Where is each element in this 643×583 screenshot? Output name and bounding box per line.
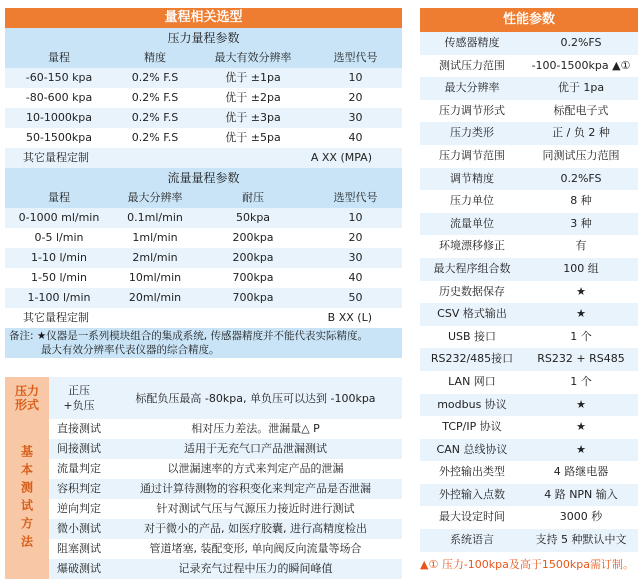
performance-value: ★ (576, 284, 586, 298)
column-header: 选型代号 (333, 51, 378, 64)
performance-param: 环境漂移修正 (439, 239, 505, 253)
performance-value: 有 (575, 239, 587, 253)
column-header: 精度 (144, 51, 166, 64)
column-header: 量程 (48, 191, 70, 204)
performance-row (420, 461, 638, 484)
pressure-form-value: 正压 +负压 (63, 384, 95, 412)
table-row (5, 288, 402, 308)
performance-value: 100 组 (563, 261, 599, 275)
pressure-range-title: 压力量程参数 (5, 28, 402, 48)
method-name: 阻塞测试 (57, 542, 101, 555)
performance-param: 最大分辨率 (444, 81, 500, 95)
performance-value: 支持 5 种默认中文 (535, 533, 627, 547)
performance-value: 1 个 (570, 374, 592, 388)
performance-param: 历史数据保存 (439, 284, 505, 298)
performance-value: 8 种 (570, 194, 592, 208)
table-cell: 2ml/min (132, 251, 178, 264)
performance-value: RS232 + RS485 (537, 352, 625, 366)
performance-param: 外控输出类型 (439, 465, 505, 479)
table-cell: 1ml/min (132, 231, 178, 244)
performance-row (420, 168, 638, 191)
performance-param: CSV 格式输出 (437, 307, 507, 321)
column-header: 量程 (48, 51, 70, 64)
flow-range-table (5, 188, 402, 328)
custom-range-label: 其它量程定制 (23, 151, 89, 164)
column-header: 耐压 (242, 191, 264, 204)
method-rows (49, 419, 402, 579)
column-header: 最大分辨率 (127, 191, 183, 204)
table-cell: 1-50 l/min (31, 271, 87, 284)
performance-value: 正 / 负 2 种 (552, 126, 610, 140)
table-cell: 200kpa (232, 231, 274, 244)
method-name: 微小测试 (57, 522, 101, 535)
pressure-form-row (5, 377, 402, 419)
method-desc: 记录充气过程中压力的瞬间峰值 (178, 562, 333, 575)
method-name: 间接测试 (57, 442, 101, 455)
method-desc: 对于微小的产品, 如医疗胶囊, 进行高精度检出 (144, 522, 367, 535)
performance-value: ★ (576, 307, 586, 321)
table-cell: 0.2% F.S (131, 91, 179, 104)
method-desc: 管道堵塞, 装配变形, 单向阀反向流量等场合 (149, 542, 362, 555)
performance-value: 0.2%FS (560, 171, 602, 185)
method-row (49, 459, 402, 479)
table-cell: 20ml/min (128, 291, 182, 304)
performance-param: 压力调节范围 (439, 148, 505, 162)
range-title: 量程相关选型 (5, 8, 402, 28)
method-name: 逆向判定 (57, 502, 101, 515)
method-group (5, 419, 402, 579)
table-cell: 200kpa (232, 251, 274, 264)
table-cell: 50-1500kpa (25, 131, 93, 144)
performance-row (420, 394, 638, 417)
method-row (49, 479, 402, 499)
table-cell: 0-1000 ml/min (18, 211, 100, 224)
performance-footnote: ▲① 压力-100kpa及高于1500kpa需订制。 (420, 557, 634, 571)
table-cell: 10-1000kpa (25, 111, 93, 124)
performance-row (420, 190, 638, 213)
column-header: 选型代号 (333, 191, 378, 204)
performance-value: 4 路继电器 (553, 465, 609, 479)
table-row (5, 88, 402, 108)
performance-row (420, 258, 638, 281)
table-cell: 0.2% F.S (131, 131, 179, 144)
custom-range-code: A XX (MPA) (310, 151, 372, 164)
performance-value: 3000 秒 (559, 510, 603, 524)
method-group-label-text: 基本测试方法 (19, 445, 34, 553)
table-cell: 0.2% F.S (131, 111, 179, 124)
table-row (5, 248, 402, 268)
performance-value: 4 路 NPN 输入 (544, 487, 618, 501)
performance-row (420, 484, 638, 507)
table-cell: 20 (348, 231, 363, 244)
table-cell: 20 (348, 91, 363, 104)
performance-row (420, 122, 638, 145)
table-cell: -80-600 kpa (25, 91, 93, 104)
range-note (5, 328, 402, 358)
table-cell: 50 (348, 291, 363, 304)
method-group-label (5, 419, 49, 579)
performance-param: 最大程序组合数 (433, 261, 511, 275)
performance-row (420, 77, 638, 100)
custom-range-code: B XX (L) (327, 311, 372, 324)
method-name: 爆破测试 (57, 562, 101, 575)
custom-range-row (5, 148, 402, 168)
performance-row (420, 281, 638, 304)
performance-param: 外控输入点数 (439, 487, 505, 501)
method-desc: 通过计算待测物的容积变化来判定产品是否泄漏 (140, 482, 371, 495)
flow-table-header (5, 188, 402, 208)
table-cell: -60-150 kpa (25, 71, 93, 84)
table-cell: 0.1ml/min (127, 211, 183, 224)
method-name: 流量判定 (57, 462, 101, 475)
range-panel (5, 8, 402, 358)
pressure-form-desc: 标配负压最高 -80kpa, 单负压可以达到 -100kpa (135, 392, 376, 405)
pressure-form-label: 压力形式 (5, 377, 49, 419)
method-row (49, 539, 402, 559)
table-cell: 10 (348, 71, 363, 84)
performance-param: 传感器精度 (444, 36, 500, 49)
performance-row (420, 506, 638, 529)
performance-param: CAN 总线协议 (436, 442, 508, 456)
table-row (5, 228, 402, 248)
performance-value: 优于 1pa (557, 81, 605, 95)
table-cell: 优于 ±5pa (225, 131, 281, 144)
performance-row (420, 235, 638, 258)
performance-param: 压力调节形式 (439, 103, 505, 117)
table-cell: 优于 ±3pa (225, 111, 281, 124)
method-name: 直接测试 (57, 422, 101, 435)
range-note-line2: 最大有效分辨率代表仪器的综合精度。 (41, 344, 220, 356)
performance-row (420, 348, 638, 371)
performance-param: LAN 网口 (448, 374, 496, 388)
performance-table (420, 32, 638, 552)
table-cell: 1-100 l/min (27, 291, 91, 304)
custom-range-row (5, 308, 402, 328)
table-cell: 30 (348, 251, 363, 264)
performance-title: 性能参数 (420, 8, 638, 32)
method-row (49, 439, 402, 459)
performance-param: USB 接口 (447, 329, 497, 343)
pressure-range-table (5, 48, 402, 168)
method-row (49, 519, 402, 539)
performance-row (420, 55, 638, 78)
table-cell: 40 (348, 131, 363, 144)
table-cell: 700kpa (232, 271, 274, 284)
method-desc: 相对压力差法。泄漏量△ P (191, 422, 320, 435)
performance-row (420, 100, 638, 123)
table-cell: 0.2% F.S (131, 71, 179, 84)
custom-range-label: 其它量程定制 (23, 311, 89, 324)
performance-row (420, 145, 638, 168)
table-cell: 30 (348, 111, 363, 124)
table-cell: 40 (348, 271, 363, 284)
performance-param: 测试压力范围 (439, 58, 505, 72)
performance-value: ★ (576, 442, 586, 456)
range-note-line1: 备注: ★仪器是一系列模块组合的集成系统, 传感器精度并不能代表实际精度。 (9, 330, 368, 342)
performance-value: 同测试压力范围 (542, 148, 620, 162)
performance-value: 1 个 (570, 329, 592, 343)
pressure-table-header (5, 48, 402, 68)
performance-value: ★ (576, 397, 586, 411)
performance-row (420, 416, 638, 439)
performance-row (420, 529, 638, 552)
table-row (5, 128, 402, 148)
performance-value: -100-1500kpa ▲① (531, 58, 631, 72)
performance-param: 最大设定时间 (439, 510, 505, 524)
table-row (5, 268, 402, 288)
performance-param: 系统语言 (450, 533, 494, 547)
performance-row (420, 213, 638, 236)
performance-param: TCP/IP 协议 (442, 420, 502, 434)
table-cell: 10 (348, 211, 363, 224)
method-row (49, 499, 402, 519)
method-row (49, 559, 402, 579)
table-cell: 优于 ±2pa (225, 91, 281, 104)
performance-row (420, 371, 638, 394)
table-cell: 1-10 l/min (31, 251, 87, 264)
performance-value: 3 种 (570, 216, 592, 230)
performance-param: 压力类形 (450, 126, 494, 140)
method-desc: 针对测试气压与气源压力接近时进行测试 (156, 502, 355, 515)
method-desc: 适用于无充气口产品泄漏测试 (184, 442, 327, 455)
performance-row (420, 439, 638, 462)
methods-panel (5, 377, 402, 579)
performance-value: 标配电子式 (553, 103, 609, 117)
performance-param: RS232/485接口 (430, 352, 514, 366)
performance-row (420, 326, 638, 349)
method-desc: 以泄漏速率的方式来判定产品的泄漏 (167, 462, 344, 475)
table-cell: 10ml/min (128, 271, 182, 284)
method-name: 容积判定 (57, 482, 101, 495)
performance-row (420, 303, 638, 326)
performance-value: ★ (576, 420, 586, 434)
method-row (49, 419, 402, 439)
column-header: 最大有效分辨率 (214, 51, 292, 64)
table-cell: 700kpa (232, 291, 274, 304)
table-cell: 50kpa (235, 211, 271, 224)
table-cell: 0-5 l/min (34, 231, 84, 244)
flow-range-title: 流量量程参数 (5, 168, 402, 188)
table-cell: 优于 ±1pa (225, 71, 281, 84)
performance-row (420, 32, 638, 55)
performance-panel (420, 8, 638, 572)
performance-value: 0.2%FS (560, 36, 602, 49)
table-row (5, 68, 402, 88)
table-row (5, 108, 402, 128)
performance-param: 压力单位 (450, 194, 494, 208)
performance-param: 调节精度 (450, 171, 494, 185)
performance-param: 流量单位 (450, 216, 494, 230)
performance-param: modbus 协议 (437, 397, 507, 411)
table-row (5, 208, 402, 228)
